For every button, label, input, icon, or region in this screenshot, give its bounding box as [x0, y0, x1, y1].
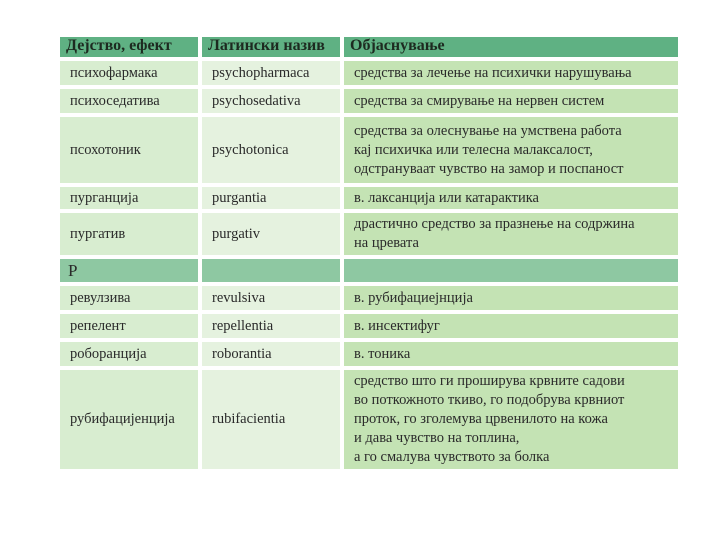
term-cell: репелент [60, 314, 198, 338]
term-cell: роборанција [60, 342, 198, 366]
section-letter: Р [60, 259, 198, 282]
term-cell: пурганција [60, 187, 198, 209]
explanation-cell: средство што ги проширува крвните садови во поткожното ткиво, го подобрува крвниот проток, го зголемува црвенилото на кожа и дава чувство на топлина, а го смалува чувството за болка [344, 370, 678, 469]
explanation-cell: средства за смирување на нервен систем [344, 89, 678, 113]
header-effect: Дејство, ефект [60, 37, 198, 57]
term-cell: психоседатива [60, 89, 198, 113]
latin-cell: repellentia [202, 314, 340, 338]
latin-cell: purgativ [202, 213, 340, 255]
explanation-cell: средства за олеснување на умствена работа кај психичка или телесна малаксалост, одстрануваат чувство на замор и поспаност [344, 117, 678, 183]
latin-cell: psychosedativa [202, 89, 340, 113]
latin-cell: purgantia [202, 187, 340, 209]
term-cell: психофармака [60, 61, 198, 85]
explanation-cell: в. лаксанција или катарактика [344, 187, 678, 209]
header-latin-name: Латински назив [202, 37, 340, 57]
term-cell: рубифацијенција [60, 370, 198, 469]
explanation-cell: драстично средство за празнење на содржина на цревата [344, 213, 678, 255]
header-explanation: Објаснување [344, 37, 678, 57]
term-cell: пургатив [60, 213, 198, 255]
section-empty-cell [344, 259, 678, 282]
term-cell: псохотоник [60, 117, 198, 183]
latin-cell: rubifacientia [202, 370, 340, 469]
latin-cell: revulsiva [202, 286, 340, 310]
section-empty-cell [202, 259, 340, 282]
explanation-cell: средства за лечење на психички нарушувања [344, 61, 678, 85]
terms-table [60, 37, 678, 469]
explanation-cell: в. тоника [344, 342, 678, 366]
latin-cell: psychotonica [202, 117, 340, 183]
latin-cell: psychopharmaca [202, 61, 340, 85]
term-cell: ревулзива [60, 286, 198, 310]
explanation-cell: в. рубифациејнција [344, 286, 678, 310]
latin-cell: roborantia [202, 342, 340, 366]
explanation-cell: в. инсектифуг [344, 314, 678, 338]
